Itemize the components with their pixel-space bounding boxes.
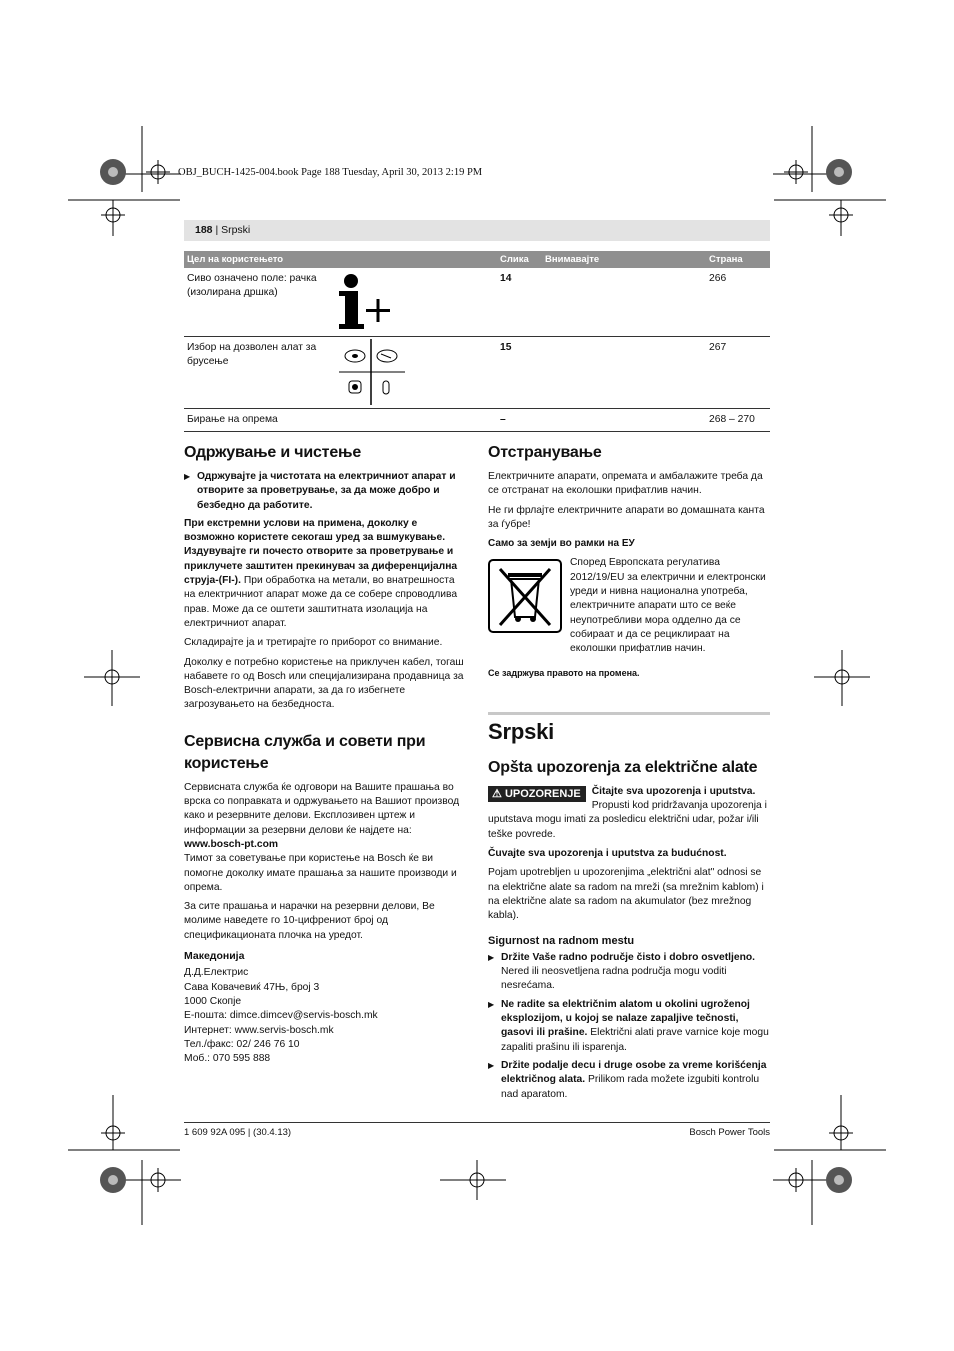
info-plus-icon [336, 272, 396, 332]
bullet-triangle-icon: ▶ [488, 952, 495, 962]
row-purpose: Сиво означено поле: рачка (изолирана дршка) [187, 273, 317, 298]
section-name: Srpski [221, 224, 251, 236]
running-header: 188 | Srpski [184, 220, 770, 241]
table-row [184, 268, 770, 336]
col-figure: Слика [497, 251, 542, 268]
table-row [184, 336, 770, 408]
row-figure: 14 [497, 268, 542, 336]
grinding-tools-icon [339, 339, 405, 405]
file-header: OBJ_BUCH-1425-004.book Page 188 Tuesday, April 30, 2013 2:19 PM [178, 167, 483, 178]
row-page: 267 [706, 336, 770, 408]
bullet-triangle-icon: ▶ [184, 472, 191, 481]
right-column: Отстранување Електричните апарати, опремата и амбалажите треба да се отстранат на еколошки прифатлив начин. Не ги фрлајте електричните апарати во домашната канта за ѓубре! Само за земји во рамки на ЕУ Според Европската регулатива 2012/19/EU за електрични и електронски уреди и нивна национална употреба, електричните апарати што се веќе неупотребливи мора одделно да се собираат и да се рециклираат на еколошки прифатлив начин. Се задржува правото на промена. Srpski Opšta upozorenja za električne alate ⚠ UPOZORENJE Čitajte sva upozorenja i uputstva. Propusti kod pridržavanja upozorenja i uputstava mogu imati za posledicu električni udar, požar i/ili teške povrede. Čuvajte sva upozorenja i uputstva za budućnost. Pojam upotrebljen u upozorenjima „električni alat" odnosi se na električne alate sa radom na mreži (sa mrežnim kablom) i na električne alate sa radom na akumulator (bez mrežnog kabla). Sigurnost na radnom mestu ▶ Držite Vaše radno područje čisto i dobro osvetljeno. Nered ili neosvetljena radna područja mogu voditi nesrećama. ▶ Ne radite sa električnim alatom u okolini ugroženoj eksplozijom, u kojoj se nalaze zapaljive tečnosti, gasovi ili prašine. Električni alati prave varnice koje mogu zapaliti prašinu ili isparenja. ▶ Držite podalje decu i druge osobe za vreme korišćenja električnog alata. Prilikom rada možete izgubiti kontrolu nad aparatom. [488, 442, 770, 1106]
col-page: Страна [706, 251, 770, 268]
disposal-heading: Отстранување [488, 444, 602, 461]
eu-only-label: Само за земји во рамки на ЕУ [488, 538, 635, 550]
maintenance-paragraph: При екстремни услови на примена, доколку е возможно користете секогаш уред за вшмукување. Издувувајте ги почесто отворите за проветрување и приклучете заштитен прекинувач за диференцијална струја-(FI-). При обработка на метали, во внатрешноста на електричниот апарат може да се собере спроводлива прав. Може да се оштети заштитната изолација на електричниот апарат. [184, 517, 458, 629]
warning-badge: ⚠ UPOZORENJE [488, 786, 586, 802]
web-link[interactable]: Интернет: www.servis-bosch.mk [184, 1024, 334, 1036]
row-purpose: Избор на дозволен алат за брусење [187, 341, 317, 367]
safety-heading: Sigurnost na radnom mestu [488, 934, 635, 947]
footer-left: 1 609 92A 095 | (30.4.13) [184, 1127, 292, 1138]
list-item: ▶ Držite Vaše radno područje čisto i dobro osvetljeno. Nered ili neosvetljena radna područja mogu voditi nesrećama. [488, 951, 770, 994]
left-column [184, 442, 466, 1066]
maintenance-paragraph: Складирајте ја и третирајте го приборот со внимание. [184, 637, 443, 649]
list-item: ▶ Ne radite sa električnim alatom u okolini ugroženoj eksplozijom, u kojoj se nalaze zapaljive tečnosti, gasovi ili prašine. Električni alati prave varnice koje mogu zapaliti prašinu ili isparenja. [488, 998, 770, 1055]
row-purpose: Бирање на опрема [184, 408, 497, 431]
page-footer [184, 1122, 770, 1138]
footer-right: Bosch Power Tools [689, 1127, 770, 1138]
usage-table [184, 251, 770, 432]
general-warnings-heading: Opšta upozorenja za električne alate [488, 758, 758, 776]
reserved-note: Се задржува правото на промена. [488, 667, 640, 678]
col-note: Внимавајте [542, 251, 706, 268]
list-item: ▶ Одржувајте ја чистотата на електричниот апарат и отворите за проветрување, за да може добро и безбедно да работите. [184, 470, 466, 513]
col-purpose: Цел на користењето [184, 251, 497, 268]
service-paragraph: За сите прашања и нарачки на резервни делови, Ве молиме наведете го 10-цифрениот број од спецификационата плочка на уредот. [184, 901, 435, 941]
row-page: 268 – 270 [706, 408, 770, 431]
maintenance-heading: Одржување и чистење [184, 444, 362, 461]
service-paragraph: Сервисната служба ќе одговори на Вашите прашања во врска со поправката и одржувањето на Вашиот производ како и резервните делови. Експлозивен цртеж и информации за резервни делови ќе најдете на: [184, 781, 460, 836]
maintenance-paragraph: Доколку е потребно користење на приклучен кабел, тогаш набавете го од Bosch или специјализирана продавница за Bosch-електрични апарати, за да го избегнете загрозувањето на безбедноста. [184, 656, 464, 711]
service-paragraph: Тимот за советување при користење на Bosch ќе ви помогне доколку имате прашања за нашите производи и опрема. [184, 853, 457, 893]
email-link[interactable]: E-пошта: dimce.dimcev@servis-bosch.mk [184, 1010, 378, 1022]
warning-paragraph: ⚠ UPOZORENJE Čitajte sva upozorenja i uputstva. Propusti kod pridržavanja upozorenja i uputstava mogu imati za posledicu električni udar, požar i/ili teške povrede. [488, 785, 767, 840]
list-item: ▶ Držite podalje decu i druge osobe za vreme korišćenja električnog alata. Prilikom rada možete izgubiti kontrolu nad aparatom. [488, 1059, 770, 1102]
service-heading: Сервисна служба и совети при користење [184, 732, 426, 772]
row-figure: – [497, 408, 542, 431]
crossed-bin-icon [488, 559, 562, 633]
eu-block: Според Европската регулатива 2012/19/EU за електрични и електронски уреди и нивна национална употреба, електричните апарати што се веќе неупотребливи мора одделно да се собираат и да се рециклираат на еколошки прифатлив начин. [488, 556, 770, 661]
page-number: 188 [195, 224, 213, 236]
service-url[interactable]: www.bosch-pt.com [184, 838, 279, 850]
row-figure: 15 [497, 336, 542, 408]
address-block: Д.Д.Електрис Сава Ковачевиќ 47Њ, број 3 1000 Скопје E-пошта: dimce.dimcev@servis-bosch.mk Интернет: www.servis-bosch.mk Тел./факс: 02/ 246 76 10 Моб.: 070 595 888 [184, 966, 466, 1066]
bullet-triangle-icon: ▶ [488, 999, 495, 1009]
warning-triangle-icon: ⚠ [492, 787, 502, 800]
table-row [184, 408, 770, 431]
bullet-triangle-icon: ▶ [488, 1060, 495, 1070]
language-heading: Srpski [488, 718, 555, 744]
row-page: 266 [706, 268, 770, 336]
country-heading: Македонија [184, 950, 245, 963]
